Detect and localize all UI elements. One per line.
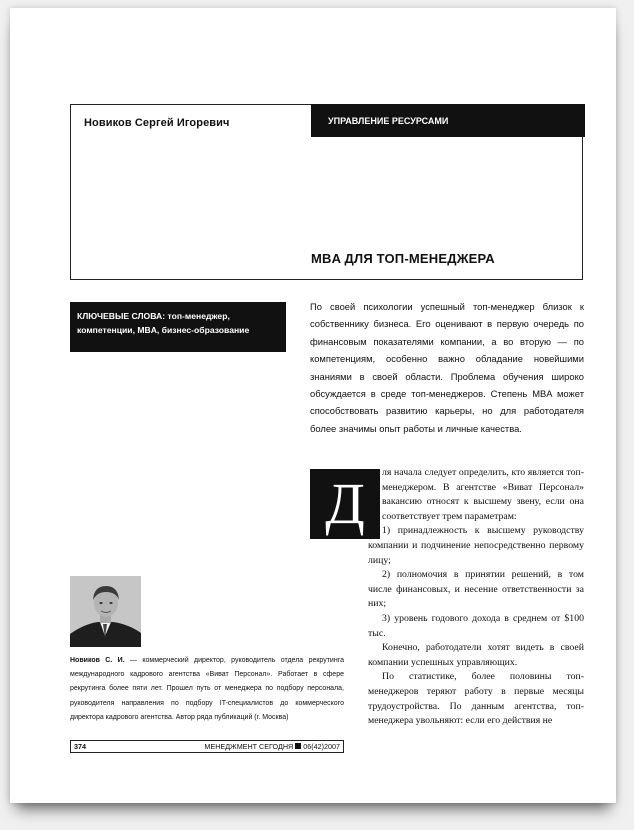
drop-cap: Д: [310, 469, 380, 539]
article-body: [368, 466, 584, 729]
issue-number: 06(42)2007: [303, 742, 340, 751]
article-header: [70, 104, 583, 280]
journal-info: [204, 741, 340, 752]
criteria-item-1: 1) принадлежность к высшему руководству компании и подчинение непосредственно первому лицу;: [368, 525, 584, 566]
paragraph: Конечно, работодатели хотят видеть в своей компании успешных управляющих.: [368, 642, 584, 668]
article-title: MBA ДЛЯ ТОП-МЕНЕДЖЕРА: [311, 251, 495, 266]
page-footer: [70, 740, 344, 753]
bio-text: — коммерческий директор, руководитель отдела рекрутинга международного кадрового агентства «Виват Персонал». Работает в сфере рекрутинга более пяти лет. Прошел путь от менеджера по подбору персонала, руководителя направления по подбору IT-специалистов до коммерческого директора кадрового агентства. Автор ряда публикаций (г. Москва): [70, 657, 345, 721]
paragraph: По статистике, более половины топ-менеджеров теряют работу в первые месяцы трудоустройства. По данным агентства, топ-менеджера увольняют: если его действия не: [368, 671, 584, 727]
bio-name: Новиков С. И.: [70, 657, 125, 664]
page-number: 374: [74, 742, 86, 751]
section-label: УПРАВЛЕНИЕ РЕСУРСАМИ: [311, 104, 585, 137]
journal-page: [10, 8, 616, 803]
intro-paragraph: ля начала следует определить, кто является топ-менеджером. В агентстве «Виват Персонал» вакансию относят к высшему звену, если она соответствует трем параметрам:: [382, 467, 584, 522]
keywords-box: КЛЮЧЕВЫЕ СЛОВА: топ-менеджер, компетенции, MBA, бизнес-образование: [70, 302, 286, 352]
author-photo: [70, 576, 141, 647]
square-separator-icon: [295, 743, 301, 749]
portrait-image: [70, 576, 141, 647]
journal-name: МЕНЕДЖМЕНТ СЕГОДНЯ: [204, 742, 294, 751]
criteria-item-2: 2) полномочия в принятии решений, в том числе финансовых, и несение ответственности за них;: [368, 569, 584, 610]
abstract: По своей психологии успешный топ-менеджер близок к собственнику бизнеса. Его оценивают в первую очередь по финансовым показателями компании, а во вторую — по компетенциям, особенно важно обладание новейшими знаниями в своей области. Проблема обучения широко обсуждается в среде топ-менеджеров. Степень MBA может способствовать развитию карьеры, но для работодателя более значимы опыт работы и личные качества.: [310, 301, 584, 434]
author-bio: [70, 654, 344, 725]
author-name: Новиков Сергей Игоревич: [84, 117, 230, 129]
criteria-item-3: 3) уровень годового дохода в среднем от $100 тыс.: [368, 612, 584, 639]
